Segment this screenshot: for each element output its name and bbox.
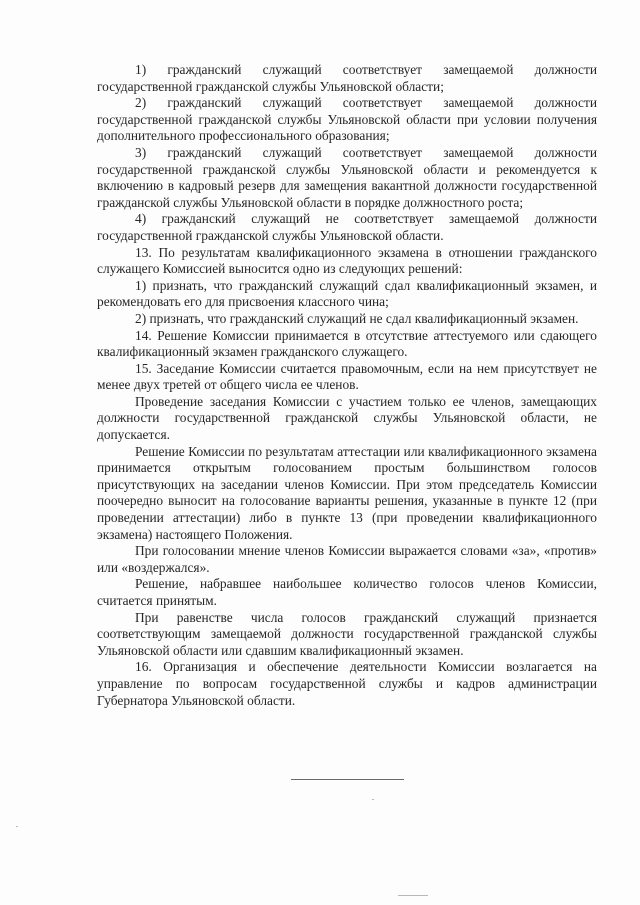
paragraph-15-members: Проведение заседания Комиссии с участием только ее членов, замещающих должности государственной гражданской службы Ульяновской области, не допускается. [97,393,597,443]
paragraph-16: 16. Организация и обеспечение деятельности Комиссии возлагается на управление по вопросам государственной службы и кадров администрации Губернатора Ульяновской области. [97,659,597,708]
document-body [97,62,597,709]
paragraph-13: 13. По результатам квалификационного экзамена в отношении гражданского служащего Комиссией выносится одно из следующих решений: [97,244,597,277]
paragraph-14: 14. Решение Комиссии принимается в отсутствие аттестуемого или сдающего квалификационный экзамен гражданского служащего. [97,327,597,360]
paragraph-12-option-2: 2) гражданский служащий соответствует замещаемой должности государственной гражданской службы Ульяновской области при условии получения дополнительного профессионального образования; [97,95,597,144]
scan-speck [16,826,18,827]
paragraph-12-option-1: 1) гражданский служащий соответствует замещаемой должности государственной гражданской службы Ульяновской области; [97,62,597,94]
paragraph-15-voting: Решение Комиссии по результатам аттестации или квалификационного экзамена принимается открытым голосованием простым большинством голосов присутствующих на заседании членов Комиссии. При этом председатель Комиссии поочередно выносит на голосование варианты решения, указанные в пункте 12 (при проведении аттестации) либо в пункте 13 (при проведении квалификационного экзамена) настоящего Положения. [97,443,597,542]
end-separator-line [291,779,404,780]
paragraph-12-option-3: 3) гражданский служащий соответствует замещаемой должности государственной гражданской службы Ульяновской области и рекомендуется к включению в кадровый резерв для замещения вакантной должности государственной гражданской службы Ульяновской области в порядке должностного роста; [97,144,597,210]
paragraph-13-option-2: 2) признать, что гражданский служащий не сдал квалификационный экзамен. [135,310,579,326]
paragraph-13-option-1: 1) признать, что гражданский служащий сдал квалификационный экзамен, и рекомендовать его для присвоения классного чина; [97,277,597,310]
paragraph-15-majority: Решение, набравшее наибольшее количество голосов членов Комиссии, считается принятым. [97,576,597,608]
paragraph-15-tie: При равенстве числа голосов гражданский служащий признается соответствующим замещаемой должности государственной гражданской службы Ульяновской области или сдавшим квалификационный экзамен. [97,609,597,658]
paragraph-15: 15. Заседание Комиссии считается правомочным, если на нем присутствует не менее двух третей от общего числа ее членов. [97,360,597,393]
scan-speck [372,799,374,800]
paragraph-15-words: При голосовании мнение членов Комиссии выражается словами «за», «против» или «воздержался». [97,543,597,575]
paragraph-12-option-4: 4) гражданский служащий не соответствует замещаемой должности государственной гражданской службы Ульяновской области. [97,211,597,243]
scan-speck [398,895,428,896]
